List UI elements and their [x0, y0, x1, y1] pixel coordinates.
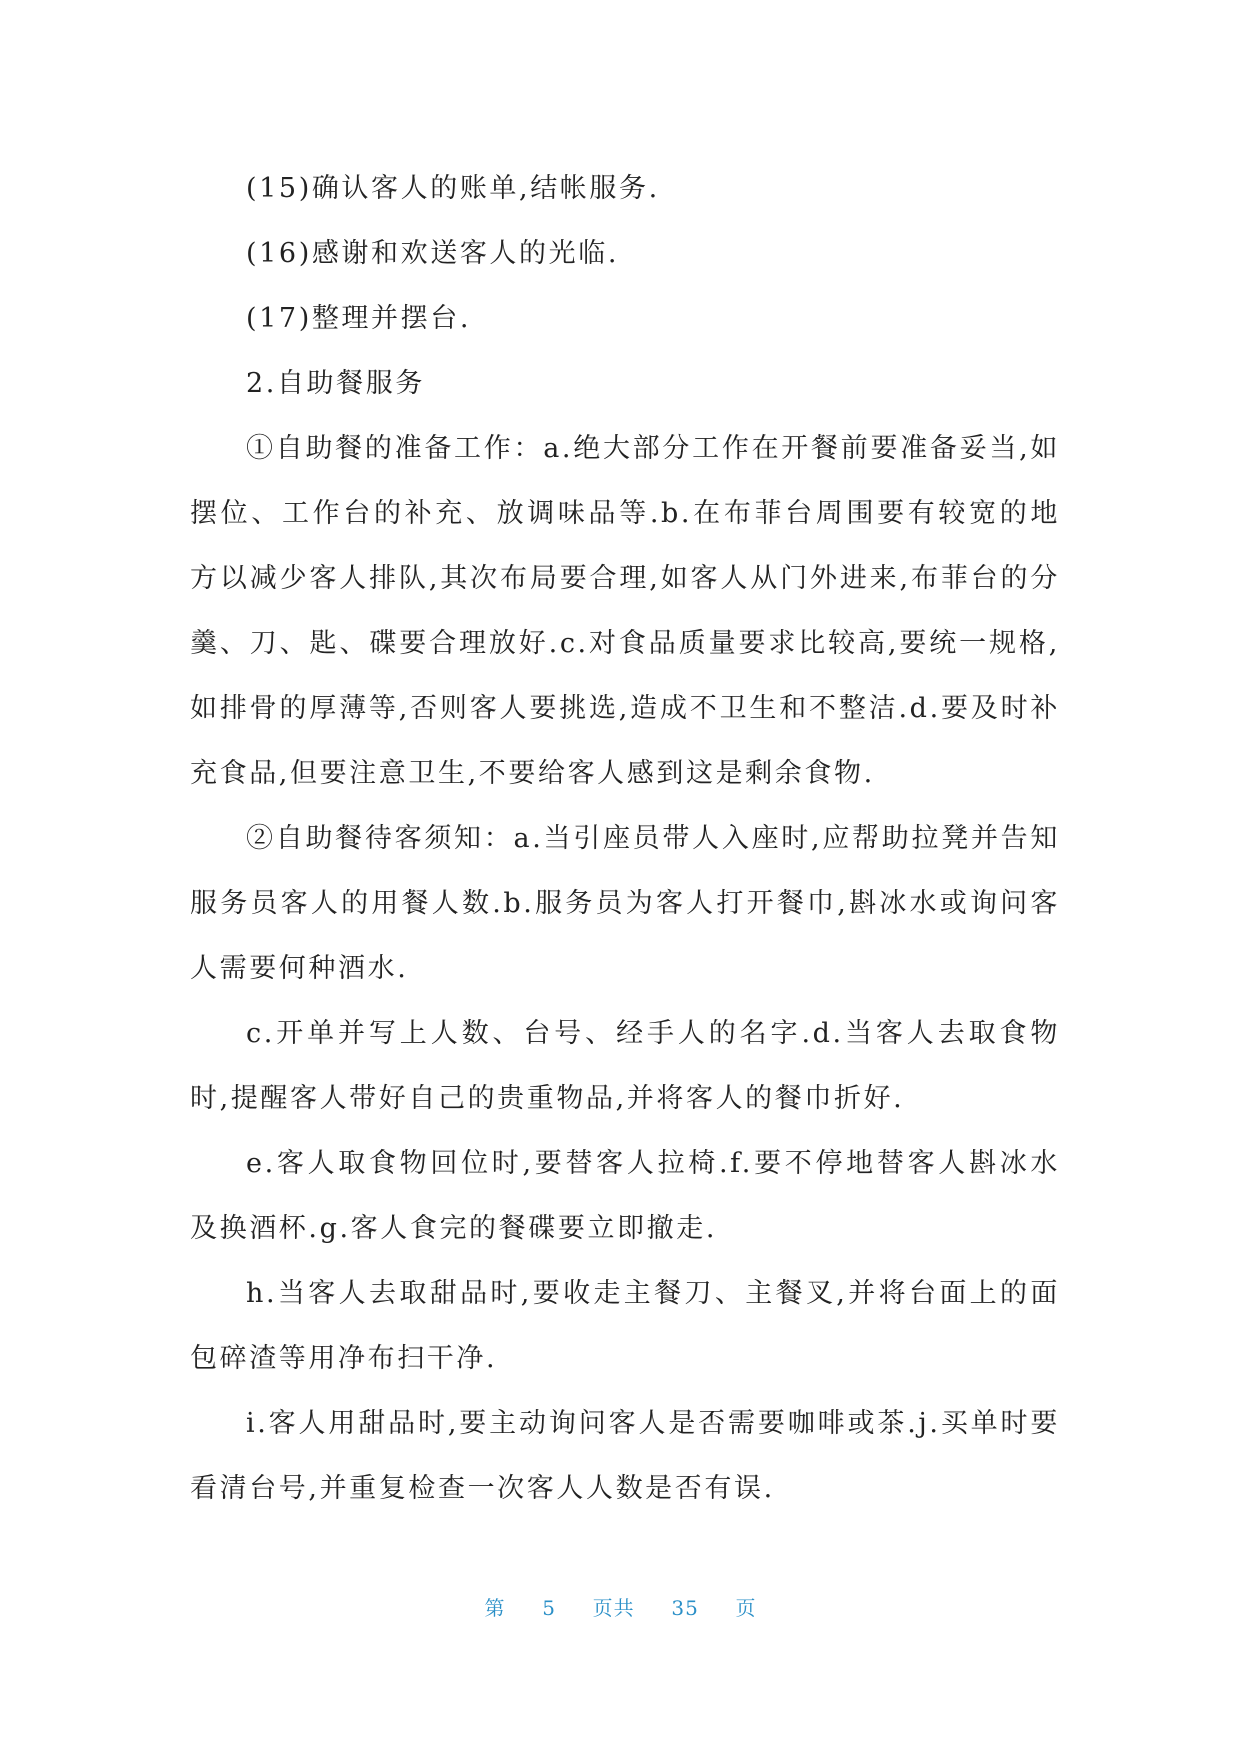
paragraph-item-16: (16)感谢和欢送客人的光临.	[246, 238, 620, 269]
footer-total-pages: 35	[671, 1596, 699, 1620]
paragraph-item-c-d: c.开单并写上人数、台号、经手人的名字.d.当客人去取食物时,提醒客人带好自己的贵重物品,并将客人的餐巾折好.	[190, 1018, 1060, 1114]
paragraph-item-h: h.当客人去取甜品时,要收走主餐刀、主餐叉,并将台面上的面包碎渣等用净布扫干净.	[190, 1278, 1060, 1374]
paragraph-item-17: (17)整理并摆台.	[246, 303, 472, 334]
paragraph-item-15: (15)确认客人的账单,结帐服务.	[246, 173, 660, 204]
footer-middle: 页共	[592, 1596, 635, 1620]
footer-suffix: 页	[735, 1596, 757, 1620]
paragraph-buffet-guest-notice: ②自助餐待客须知：a.当引座员带人入座时,应帮助拉凳并告知服务员客人的用餐人数.b.服务员为客人打开餐巾,斟冰水或询问客人需要何种酒水.	[190, 823, 1060, 984]
paragraph-item-i-j: i.客人用甜品时,要主动询问客人是否需要咖啡或茶.j.买单时要看清台号,并重复检查一次客人人数是否有误.	[190, 1408, 1060, 1504]
footer-prefix: 第	[484, 1596, 506, 1620]
document-body	[190, 156, 1060, 1521]
paragraph-buffet-preparation: ①自助餐的准备工作：a.绝大部分工作在开餐前要准备妥当,如摆位、工作台的补充、放调味品等.b.在布菲台周围要有较宽的地方以减少客人排队,其次布局要合理,如客人从门外进来,布菲台的分羹、刀、匙、碟要合理放好.c.对食品质量要求比较高,要统一规格,如排骨的厚薄等,否则客人要挑选,造成不卫生和不整洁.d.要及时补充食品,但要注意卫生,不要给客人感到这是剩余食物.	[190, 433, 1060, 789]
paragraph-item-e-g: e.客人取食物回位时,要替客人拉椅.f.要不停地替客人斟冰水及换酒杯.g.客人食完的餐碟要立即撤走.	[190, 1148, 1060, 1244]
footer-current-page: 5	[542, 1596, 556, 1620]
section-heading-buffet: 2.自助餐服务	[246, 368, 425, 399]
page-footer	[0, 1592, 1241, 1621]
